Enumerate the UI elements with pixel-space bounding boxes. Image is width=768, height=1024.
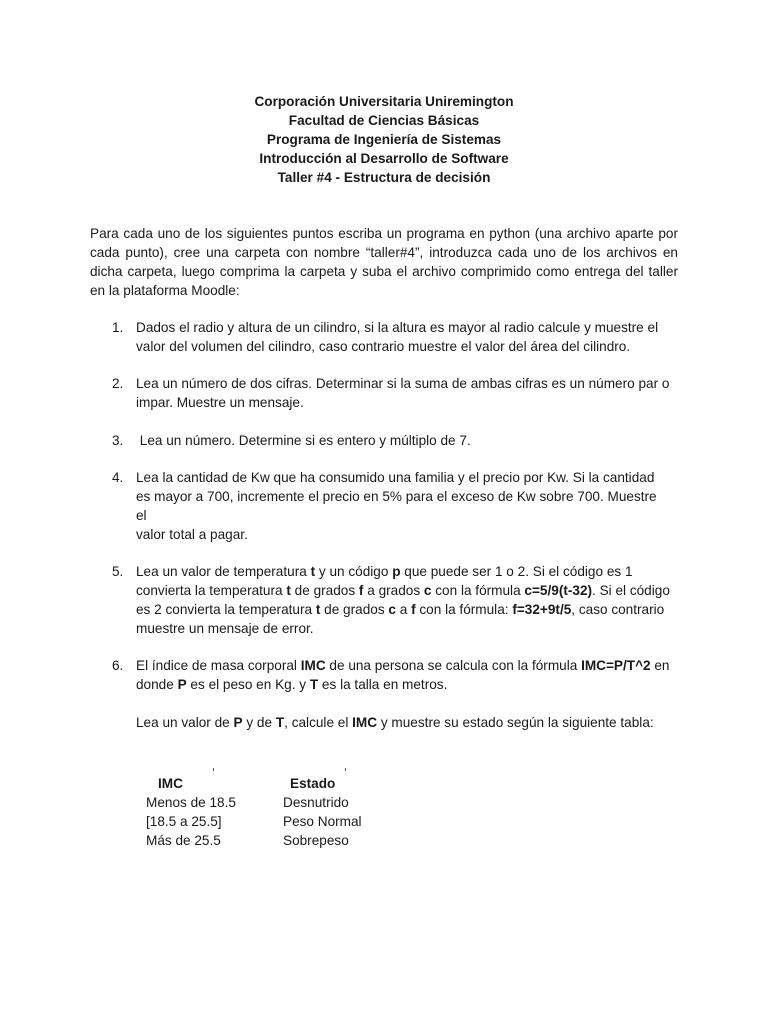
- column-header-estado: Estado: [290, 776, 336, 791]
- list-number: 6.: [112, 658, 124, 673]
- document-header: [0, 92, 768, 187]
- list-number: 2.: [112, 376, 124, 391]
- item-text: el: [136, 508, 147, 523]
- item-text: donde P es el peso en Kg. y T es la talla en metros.: [136, 677, 448, 692]
- table-cell-range: Menos de 18.5: [146, 795, 236, 810]
- item-text: Lea la cantidad de Kw que ha consumido una familia y el precio por Kw. Si la cantidad: [136, 470, 655, 485]
- table-cell-range: Más de 25.5: [146, 833, 221, 848]
- intro-line: Para cada uno de los siguientes puntos escriba un programa en python (una archivo aparte por: [90, 226, 678, 241]
- item-text: es 2 convierta la temperatura t de grados c a f con la fórmula: f=32+9t/5, caso contrario: [136, 602, 665, 617]
- list-number: 1.: [112, 320, 124, 335]
- item-text: El índice de masa corporal IMC de una persona se calcula con la fórmula IMC=P/T^2 en: [136, 658, 670, 673]
- faculty-name: Facultad de Ciencias Básicas: [288, 113, 480, 128]
- program-name: Programa de Ingeniería de Sistemas: [266, 132, 502, 147]
- table-cell-state: Sobrepeso: [283, 833, 349, 848]
- item-text: Lea un número. Determine si es entero y múltiplo de 7.: [136, 433, 471, 448]
- item-text: impar. Muestre un mensaje.: [136, 395, 304, 410]
- list-number: 5.: [112, 564, 124, 579]
- intro-line: en la plataforma Moodle:: [90, 283, 240, 298]
- item-text: valor total a pagar.: [136, 527, 248, 542]
- item-text: Lea un valor de temperatura t y un código p que puede ser 1 o 2. Si el código es 1: [136, 564, 633, 579]
- item-text: muestre un mensaje de error.: [136, 621, 314, 636]
- list-number: 4.: [112, 470, 124, 485]
- item-text: Lea un número de dos cifras. Determinar si la suma de ambas cifras es un número par o: [136, 376, 670, 391]
- intro-line: dicha carpeta, luego comprima la carpeta y suba el archivo comprimido como entrega del taller: [90, 264, 678, 279]
- item-text: es mayor a 700, incremente el precio en 5% para el exceso de Kw sobre 700. Muestre: [136, 489, 657, 504]
- table-cell-state: Peso Normal: [283, 814, 362, 829]
- table-cell-state: Desnutrido: [283, 795, 349, 810]
- item-text: valor del volumen del cilindro, caso contrario muestre el valor del área del cilindro.: [136, 339, 631, 354]
- table-cell-range: [18.5 a 25.5]: [146, 814, 222, 829]
- column-header-imc: IMC: [158, 776, 183, 791]
- workshop-title: Taller #4 - Estructura de decisión: [277, 170, 491, 185]
- intro-paragraph: [90, 224, 678, 300]
- table-border-mark: [345, 768, 346, 771]
- table-border-mark: [213, 768, 214, 771]
- list-number: 3.: [112, 433, 124, 448]
- item-text: convierta la temperatura t de grados f a grados c con la fórmula c=5/9(t-32). Si el código: [136, 583, 670, 598]
- institution-name: Corporación Universitaria Uniremington: [254, 94, 514, 109]
- table-intro-text: Lea un valor de P y de T, calcule el IMC y muestre su estado según la siguiente tabla:: [136, 715, 654, 730]
- course-name: Introducción al Desarrollo de Software: [259, 151, 509, 166]
- item-text: Dados el radio y altura de un cilindro, si la altura es mayor al radio calcule y muestre el: [136, 320, 659, 335]
- intro-line: cada punto), cree una carpeta con nombre “taller#4”, introduzca cada uno de los archivos en: [90, 245, 678, 260]
